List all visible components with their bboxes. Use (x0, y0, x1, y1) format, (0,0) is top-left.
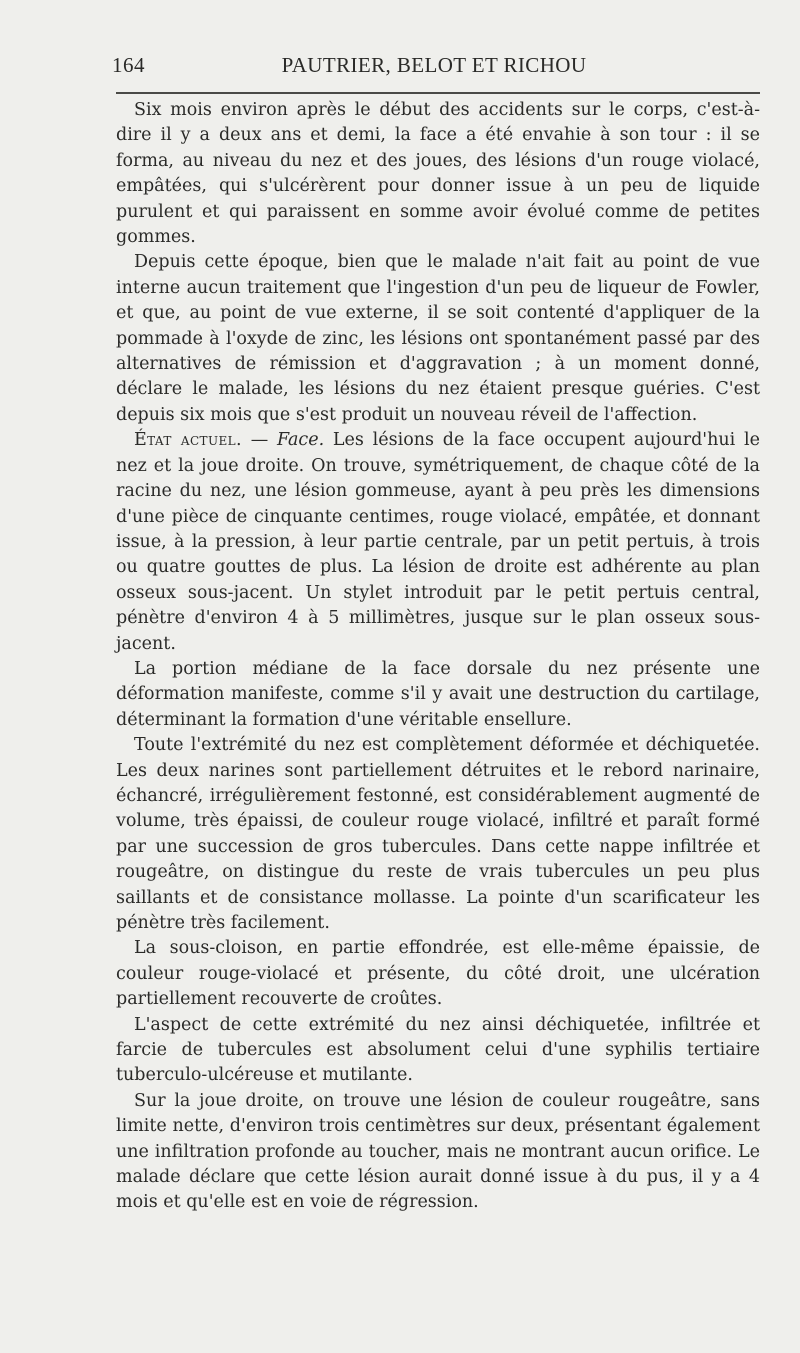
paragraph: La portion médiane de la face dorsale du nez présente une déformation manifeste, comme s'il y avait une destruction du cartilage, déterminant la formation d'une véritable ensellure. (116, 658, 760, 730)
section-subhead: Face. (277, 430, 325, 451)
section-paragraph (116, 428, 760, 657)
section-label: État actuel. (134, 430, 242, 451)
running-head (112, 53, 756, 85)
header-rule (116, 92, 760, 94)
paragraph: Depuis cette époque, bien que le malade n'ait fait au point de vue interne aucun traitement que l'ingestion d'un peu de liqueur de Fowler, et que, au point de vue externe, il se soit contenté d'appliquer de la pommade à l'oxyde de zinc, les lésions ont spontanément passé par des alternatives de rémission et d'aggravation ; à un moment donné, déclare le malade, les lésions du nez étaient presque guéries. C'est depuis six mois que s'est produit un nouveau réveil de l'affection. (116, 252, 760, 425)
body-text (116, 98, 760, 1216)
running-title: PAUTRIER, BELOT ET RICHOU (281, 53, 587, 77)
paragraph: Toute l'extrémité du nez est complètement déformée et déchiquetée. Les deux narines sont partiellement détruites et le rebord narinaire, échancré, irrégulièrement festonné, est considérablement augmenté de volume, très épaissi, de couleur rouge violacé, infiltré et paraît formé par une succession de gros tubercules. Dans cette nappe infiltrée et rougeâtre, on distingue du reste de vrais tubercules un peu plus saillants et de consistance mollasse. La pointe d'un scarificateur les pénètre très facilement. (116, 735, 760, 933)
section-text: Les lésions de la face occupent aujourd'hui le nez et la joue droite. On trouve, symétriquement, de chaque côté de la racine du nez, une lésion gommeuse, ayant à peu près les dimensions d'une pièce de cinquante centimes, rouge violacé, empâtée, et donnant issue, à la pression, à leur partie centrale, par un petit pertuis, à trois ou quatre gouttes de plus. La lésion de droite est adhérente au plan osseux sous-jacent. Un stylet introduit par le petit pertuis central, pénètre d'environ 4 à 5 millimètres, jusque sur le plan osseux sous-jacent. (116, 430, 760, 654)
page-number: 164 (112, 53, 145, 77)
section-dash: — (241, 430, 278, 451)
paragraph: La sous-cloison, en partie effondrée, est elle-même épaissie, de couleur rouge-violacé et présente, du côté droit, une ulcération partiellement recouverte de croûtes. (116, 938, 760, 1010)
paragraph: Sur la joue droite, on trouve une lésion de couleur rougeâtre, sans limite nette, d'environ trois centimètres sur deux, présentant également une infiltration profonde au toucher, mais ne montrant aucun orifice. Le malade déclare que cette lésion aurait donné issue à du pus, il y a 4 mois et qu'elle est en voie de régression. (116, 1090, 760, 1213)
paragraph: L'aspect de cette extrémité du nez ainsi déchiquetée, infiltrée et farcie de tubercules est absolument celui d'une syphilis tertiaire tuberculo-ulcéreuse et mutilante. (116, 1014, 760, 1086)
paragraph: Six mois environ après le début des accidents sur le corps, c'est-à-dire il y a deux ans et demi, la face a été envahie à son tour : il se forma, au niveau du nez et des joues, des lésions d'un rouge violacé, empâtées, qui s'ulcérèrent pour donner issue à un peu de liquide purulent et qui paraissent en somme avoir évolué comme de petites gommes. (116, 100, 760, 248)
